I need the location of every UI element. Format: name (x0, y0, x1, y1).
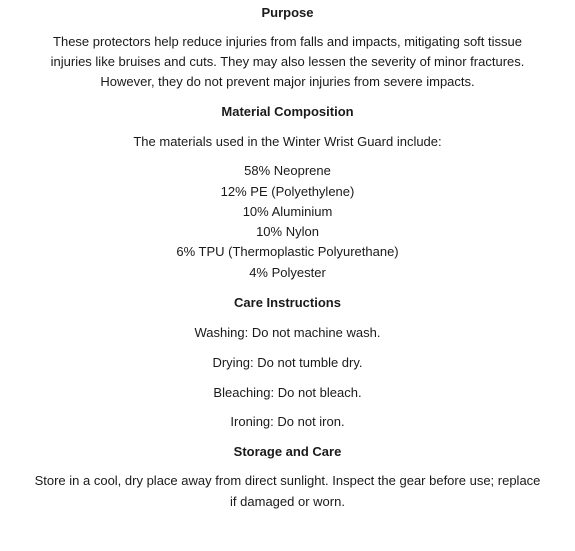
material-heading: Material Composition (221, 104, 354, 119)
material-item: 12% PE (Polyethylene) (220, 184, 355, 199)
care-item: Bleaching: Do not bleach. (213, 385, 362, 400)
care-item: Drying: Do not tumble dry. (212, 355, 363, 370)
storage-heading: Storage and Care (233, 444, 342, 459)
purpose-heading: Purpose (261, 5, 314, 20)
material-item: 4% Polyester (249, 265, 326, 280)
purpose-line: injuries like bruises and cuts. They may also lessen the severity of minor fractures. (50, 54, 525, 69)
purpose-line: These protectors help reduce injuries from falls and impacts, mitigating soft tissue (53, 34, 522, 49)
storage-line: Store in a cool, dry place away from direct sunlight. Inspect the gear before use; replace (34, 473, 541, 488)
purpose-line: However, they do not prevent major injuries from severe impacts. (100, 74, 475, 89)
care-item: Washing: Do not machine wash. (194, 325, 381, 340)
care-item: Ironing: Do not iron. (230, 414, 345, 429)
material-item: 10% Nylon (256, 224, 319, 239)
storage-line: if damaged or worn. (230, 494, 345, 509)
material-item: 6% TPU (Thermoplastic Polyurethane) (176, 244, 399, 259)
material-item: 58% Neoprene (244, 163, 331, 178)
care-heading: Care Instructions (234, 295, 341, 310)
material-intro: The materials used in the Winter Wrist Guard include: (133, 134, 442, 149)
material-item: 10% Aluminium (242, 204, 333, 219)
